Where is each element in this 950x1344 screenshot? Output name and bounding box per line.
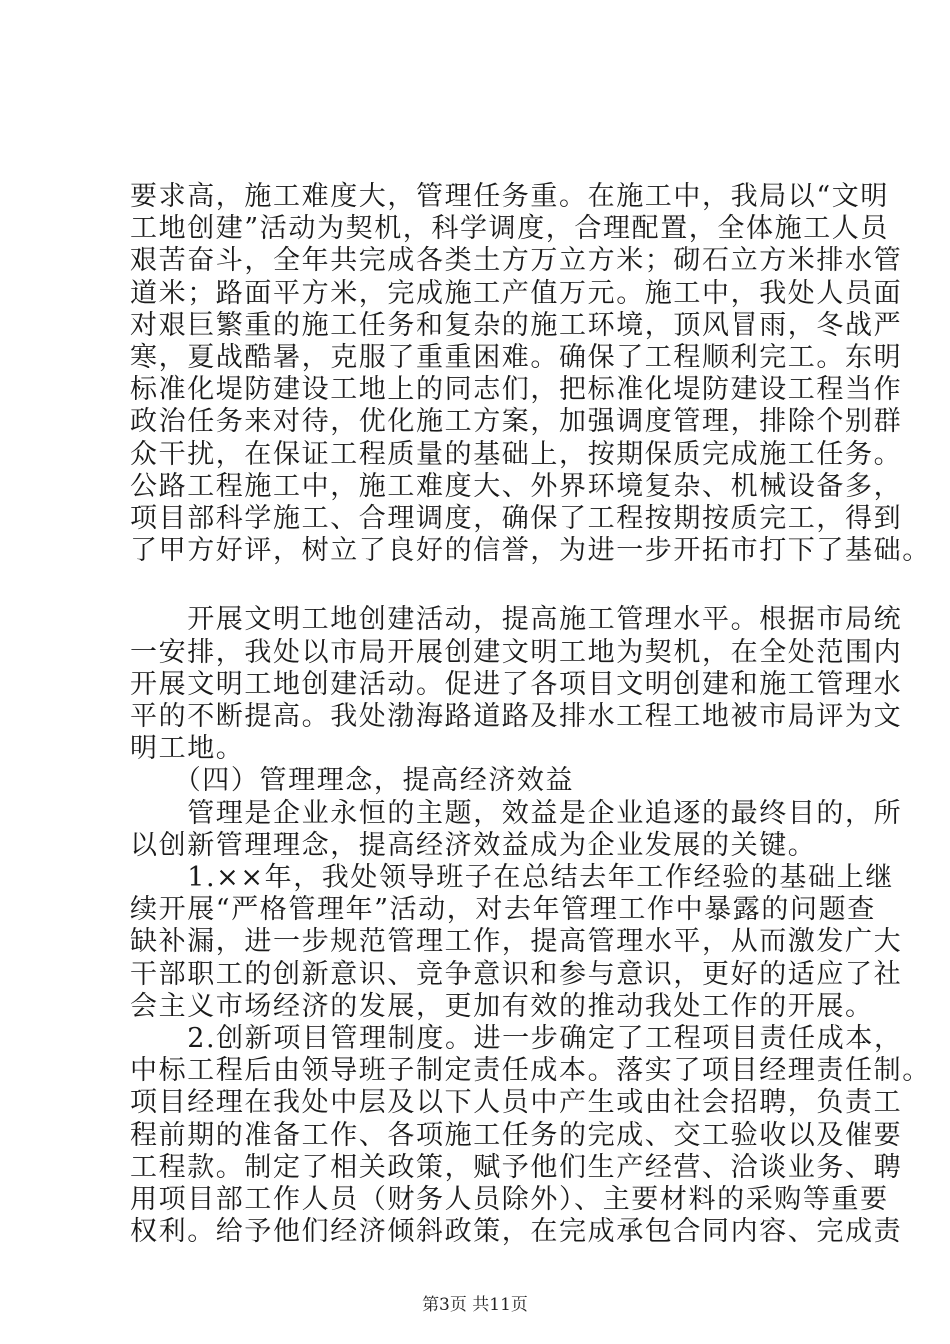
text-line: 标准化堤防建设工地上的同志们，把标准化堤防建设工程当作 xyxy=(130,374,903,406)
text-line: 会主义市场经济的发展，更加有效的推动我处工作的开展。 xyxy=(130,990,874,1022)
text-line: 了甲方好评，树立了良好的信誉，为进一步开拓市打下了基础。 xyxy=(130,535,931,567)
text-line: 艰苦奋斗，全年共完成各类土方万立方米；砌石立方米排水管 xyxy=(130,245,903,277)
text-line: 要求高，施工难度大，管理任务重。在施工中，我局以“文明 xyxy=(130,181,890,212)
text-line: 道米；路面平方米，完成施工产值万元。施工中，我处人员面 xyxy=(130,277,903,309)
text-line: 中标工程后由领导班子制定责任成本。落实了项目经理责任制。 xyxy=(130,1055,931,1087)
text-line: 项目经理在我处中层及以下人员中产生或由社会招聘，负责工 xyxy=(130,1087,903,1119)
text-line: 1.××年，我处领导班子在总结去年工作经验的基础上继 xyxy=(130,862,894,893)
text-line: 公路工程施工中，施工难度大、外界环境复杂、机械设备多， xyxy=(130,470,903,502)
text-line: 缺补漏，进一步规范管理工作，提高管理水平，从而激发广大 xyxy=(130,926,903,958)
text-line: 干部职工的创新意识、竞争意识和参与意识，更好的适应了社 xyxy=(130,958,903,990)
text-line: 程前期的准备工作、各项施工任务的完成、交工验收以及催要 xyxy=(130,1119,903,1151)
text-line: 权利。给予他们经济倾斜政策，在完成承包合同内容、完成责 xyxy=(130,1216,903,1248)
text-line: 平的不断提高。我处渤海路道路及排水工程工地被市局评为文 xyxy=(130,701,903,732)
page-footer: 第3页 共11页 xyxy=(422,1295,528,1315)
text-line: 对艰巨繁重的施工任务和复杂的施工环境，顶风冒雨，冬战严 xyxy=(130,309,903,341)
text-line: 用项目部工作人员（财务人员除外）、主要材料的采购等重要 xyxy=(130,1184,889,1215)
text-line: 以创新管理理念，提高经济效益成为企业发展的关键。 xyxy=(130,829,817,861)
section-heading: （四）管理理念，提高经济效益 xyxy=(130,765,575,797)
text-line: 开展文明工地创建活动，提高施工管理水平。根据市局统 xyxy=(130,604,903,636)
text-line: 2.创新项目管理制度。进一步确定了工程项目责任成本， xyxy=(130,1023,903,1054)
text-line: 明工地。 xyxy=(130,733,245,765)
text-line: 众干扰，在保证工程质量的基础上，按期保质完成施工任务。 xyxy=(130,438,903,470)
text-line: 政治任务来对待，优化施工方案，加强调度管理，排除个别群 xyxy=(130,406,903,438)
text-line: 项目部科学施工、合理调度，确保了工程按期按质完工，得到 xyxy=(130,503,903,534)
text-line: 一安排，我处以市局开展创建文明工地为契机，在全处范围内 xyxy=(130,636,903,668)
text-line: 工程款。制定了相关政策，赋予他们生产经营、洽谈业务、聘 xyxy=(130,1151,903,1183)
text-line: 续开展“严格管理年”活动，对去年管理工作中暴露的问题查 xyxy=(130,894,876,926)
text-line: 工地创建”活动为契机，科学调度，合理配置，全体施工人员 xyxy=(130,213,890,245)
text-line: 寒，夏战酷暑，克服了重重困难。确保了工程顺利完工。东明 xyxy=(130,342,903,373)
text-line: 开展文明工地创建活动。促进了各项目文明创建和施工管理水 xyxy=(130,668,903,700)
text-line: 管理是企业永恒的主题，效益是企业追逐的最终目的，所 xyxy=(130,797,903,829)
